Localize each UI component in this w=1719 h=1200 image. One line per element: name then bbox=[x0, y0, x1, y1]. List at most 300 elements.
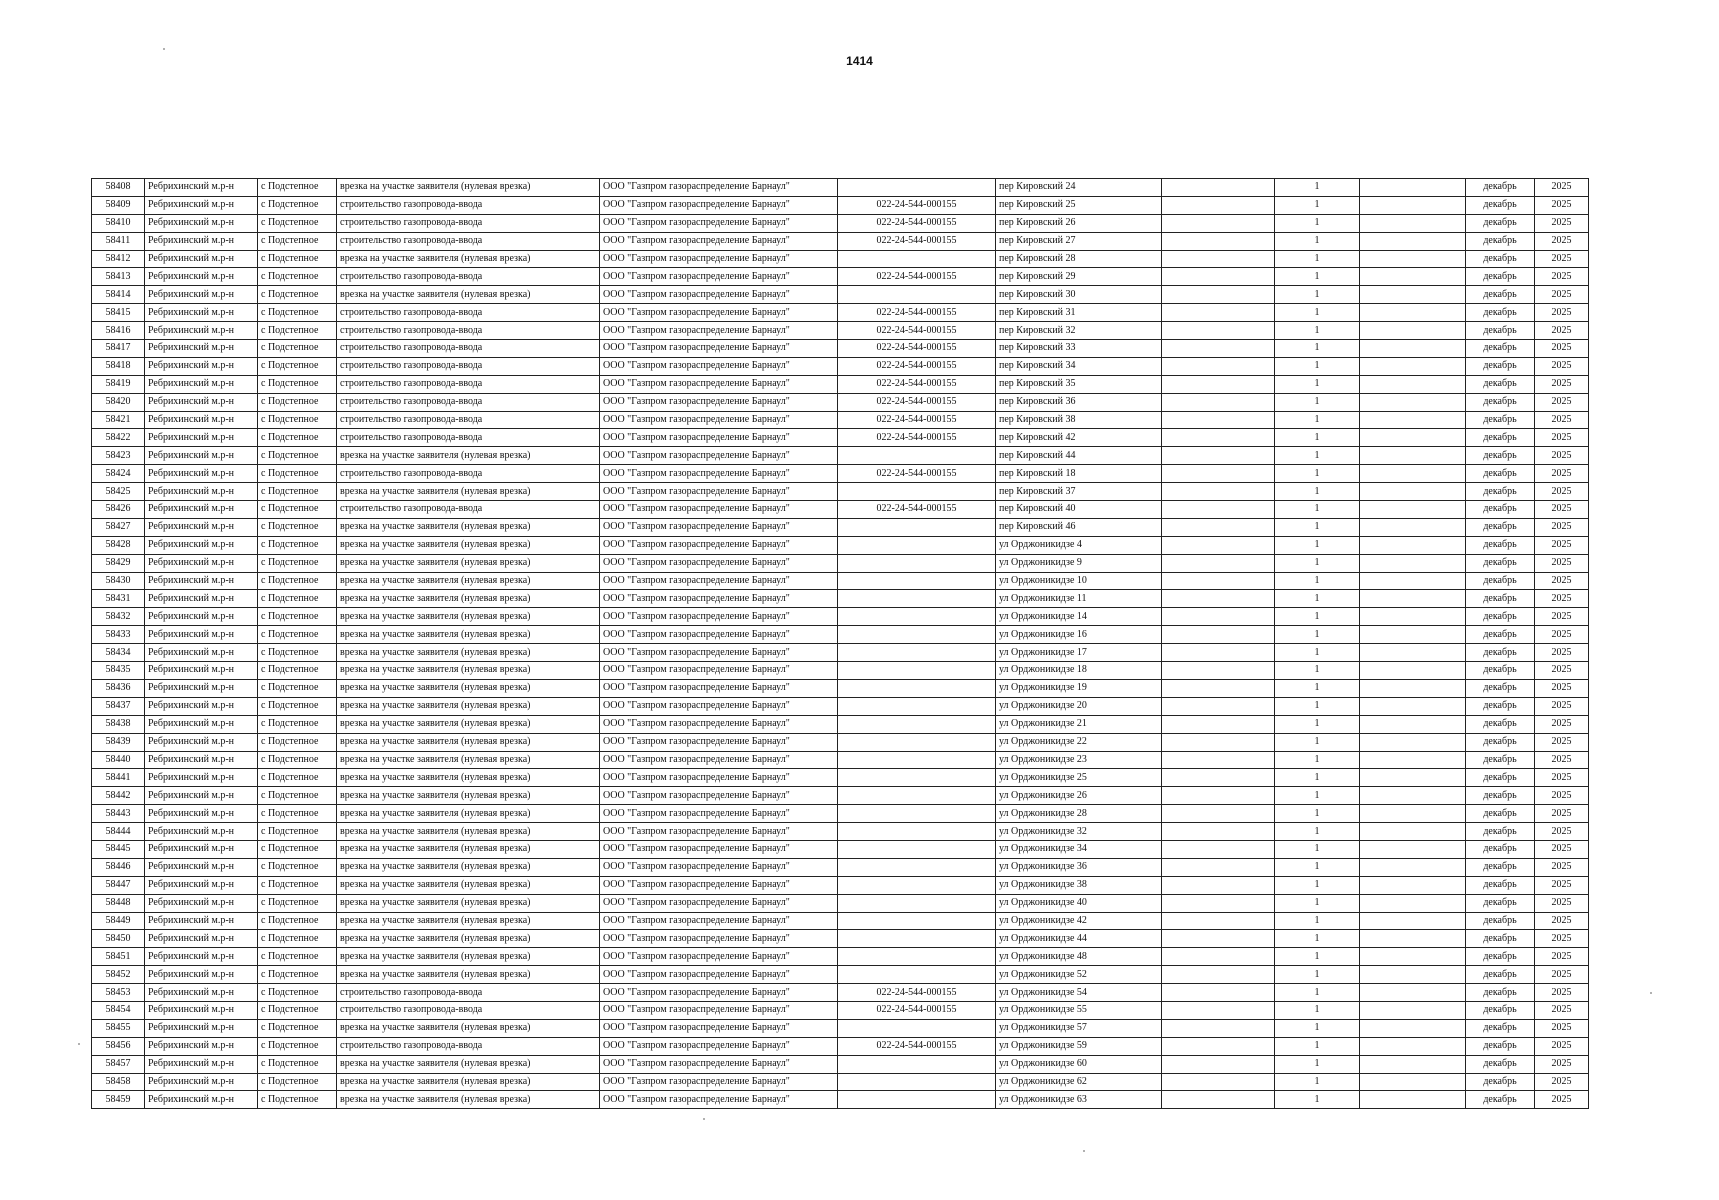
cell-id: 58412 bbox=[92, 250, 145, 268]
cell-empty bbox=[1162, 536, 1275, 554]
cell-settlement: с Подстепное bbox=[258, 1037, 337, 1055]
cell-work-type: врезка на участке заявителя (нулевая врезка) bbox=[337, 805, 600, 823]
cell-id: 58424 bbox=[92, 465, 145, 483]
cell-year: 2025 bbox=[1535, 751, 1589, 769]
cell-work-type: врезка на участке заявителя (нулевая врезка) bbox=[337, 948, 600, 966]
cell-organization: ООО "Газпром газораспределение Барнаул" bbox=[600, 179, 838, 197]
cell-quantity: 1 bbox=[1275, 572, 1360, 590]
cell-empty bbox=[1162, 286, 1275, 304]
cell-address: пер Кировский 31 bbox=[996, 304, 1162, 322]
scan-speck bbox=[703, 1118, 705, 1120]
cell-work-type: врезка на участке заявителя (нулевая врезка) bbox=[337, 894, 600, 912]
cell-empty bbox=[1360, 214, 1466, 232]
cell-empty bbox=[1360, 769, 1466, 787]
cell-quantity: 1 bbox=[1275, 429, 1360, 447]
cell-district: Ребрихинский м.р-н bbox=[145, 858, 258, 876]
cell-empty bbox=[1360, 823, 1466, 841]
cell-code bbox=[838, 608, 996, 626]
cell-id: 58443 bbox=[92, 805, 145, 823]
cell-month: декабрь bbox=[1466, 1037, 1535, 1055]
cell-settlement: с Подстепное bbox=[258, 1001, 337, 1019]
cell-address: пер Кировский 44 bbox=[996, 447, 1162, 465]
cell-district: Ребрихинский м.р-н bbox=[145, 948, 258, 966]
cell-month: декабрь bbox=[1466, 715, 1535, 733]
cell-id: 58425 bbox=[92, 483, 145, 501]
cell-year: 2025 bbox=[1535, 805, 1589, 823]
cell-district: Ребрихинский м.р-н bbox=[145, 644, 258, 662]
cell-address: ул Орджоникидзе 20 bbox=[996, 697, 1162, 715]
table-row bbox=[92, 1091, 1589, 1109]
cell-code bbox=[838, 447, 996, 465]
cell-address: ул Орджоникидзе 21 bbox=[996, 715, 1162, 733]
cell-district: Ребрихинский м.р-н bbox=[145, 250, 258, 268]
cell-code: 022-24-544-000155 bbox=[838, 429, 996, 447]
cell-empty bbox=[1162, 196, 1275, 214]
cell-code bbox=[838, 554, 996, 572]
cell-year: 2025 bbox=[1535, 447, 1589, 465]
cell-code bbox=[838, 626, 996, 644]
cell-quantity: 1 bbox=[1275, 590, 1360, 608]
cell-empty bbox=[1360, 1073, 1466, 1091]
cell-empty bbox=[1360, 304, 1466, 322]
cell-empty bbox=[1360, 662, 1466, 680]
cell-work-type: врезка на участке заявителя (нулевая врезка) bbox=[337, 447, 600, 465]
cell-address: пер Кировский 34 bbox=[996, 357, 1162, 375]
cell-empty bbox=[1162, 232, 1275, 250]
table-row bbox=[92, 429, 1589, 447]
cell-code bbox=[838, 1091, 996, 1109]
cell-empty bbox=[1162, 411, 1275, 429]
cell-quantity: 1 bbox=[1275, 1091, 1360, 1109]
cell-empty bbox=[1162, 858, 1275, 876]
cell-code bbox=[838, 823, 996, 841]
cell-address: пер Кировский 26 bbox=[996, 214, 1162, 232]
cell-work-type: врезка на участке заявителя (нулевая врезка) bbox=[337, 697, 600, 715]
cell-work-type: врезка на участке заявителя (нулевая врезка) bbox=[337, 787, 600, 805]
cell-empty bbox=[1360, 375, 1466, 393]
cell-address: ул Орджоникидзе 38 bbox=[996, 876, 1162, 894]
cell-id: 58423 bbox=[92, 447, 145, 465]
cell-code bbox=[838, 733, 996, 751]
cell-empty bbox=[1162, 429, 1275, 447]
cell-quantity: 1 bbox=[1275, 876, 1360, 894]
cell-work-type: врезка на участке заявителя (нулевая врезка) bbox=[337, 554, 600, 572]
cell-work-type: врезка на участке заявителя (нулевая врезка) bbox=[337, 1091, 600, 1109]
cell-month: декабрь bbox=[1466, 608, 1535, 626]
cell-empty bbox=[1360, 858, 1466, 876]
cell-year: 2025 bbox=[1535, 393, 1589, 411]
cell-empty bbox=[1360, 340, 1466, 358]
cell-settlement: с Подстепное bbox=[258, 411, 337, 429]
cell-empty bbox=[1360, 286, 1466, 304]
cell-empty bbox=[1162, 715, 1275, 733]
cell-month: декабрь bbox=[1466, 1001, 1535, 1019]
cell-address: ул Орджоникидзе 17 bbox=[996, 644, 1162, 662]
table-row bbox=[92, 787, 1589, 805]
cell-organization: ООО "Газпром газораспределение Барнаул" bbox=[600, 733, 838, 751]
cell-quantity: 1 bbox=[1275, 483, 1360, 501]
cell-quantity: 1 bbox=[1275, 411, 1360, 429]
cell-empty bbox=[1360, 411, 1466, 429]
table-row bbox=[92, 1019, 1589, 1037]
cell-year: 2025 bbox=[1535, 286, 1589, 304]
cell-id: 58437 bbox=[92, 697, 145, 715]
cell-id: 58440 bbox=[92, 751, 145, 769]
cell-id: 58448 bbox=[92, 894, 145, 912]
cell-code bbox=[838, 876, 996, 894]
cell-empty bbox=[1162, 1019, 1275, 1037]
cell-year: 2025 bbox=[1535, 769, 1589, 787]
cell-year: 2025 bbox=[1535, 1019, 1589, 1037]
cell-empty bbox=[1162, 751, 1275, 769]
cell-quantity: 1 bbox=[1275, 662, 1360, 680]
cell-address: ул Орджоникидзе 18 bbox=[996, 662, 1162, 680]
cell-quantity: 1 bbox=[1275, 268, 1360, 286]
cell-settlement: с Подстепное bbox=[258, 733, 337, 751]
cell-organization: ООО "Газпром газораспределение Барнаул" bbox=[600, 393, 838, 411]
cell-empty bbox=[1162, 823, 1275, 841]
cell-address: ул Орджоникидзе 48 bbox=[996, 948, 1162, 966]
cell-address: ул Орджоникидзе 16 bbox=[996, 626, 1162, 644]
cell-organization: ООО "Газпром газораспределение Барнаул" bbox=[600, 823, 838, 841]
cell-district: Ребрихинский м.р-н bbox=[145, 179, 258, 197]
cell-organization: ООО "Газпром газораспределение Барнаул" bbox=[600, 250, 838, 268]
table-row bbox=[92, 858, 1589, 876]
table-row bbox=[92, 894, 1589, 912]
cell-work-type: строительство газопровода-ввода bbox=[337, 1001, 600, 1019]
cell-work-type: врезка на участке заявителя (нулевая врезка) bbox=[337, 590, 600, 608]
cell-id: 58434 bbox=[92, 644, 145, 662]
cell-id: 58453 bbox=[92, 984, 145, 1002]
cell-empty bbox=[1162, 840, 1275, 858]
cell-settlement: с Подстепное bbox=[258, 375, 337, 393]
cell-id: 58446 bbox=[92, 858, 145, 876]
cell-empty bbox=[1162, 268, 1275, 286]
cell-id: 58454 bbox=[92, 1001, 145, 1019]
table-row bbox=[92, 447, 1589, 465]
cell-empty bbox=[1162, 876, 1275, 894]
scan-speck bbox=[1083, 1150, 1085, 1152]
cell-work-type: врезка на участке заявителя (нулевая врезка) bbox=[337, 733, 600, 751]
cell-year: 2025 bbox=[1535, 608, 1589, 626]
cell-address: ул Орджоникидзе 57 bbox=[996, 1019, 1162, 1037]
cell-work-type: строительство газопровода-ввода bbox=[337, 340, 600, 358]
cell-empty bbox=[1162, 662, 1275, 680]
cell-organization: ООО "Газпром газораспределение Барнаул" bbox=[600, 662, 838, 680]
cell-empty bbox=[1162, 179, 1275, 197]
cell-empty bbox=[1360, 697, 1466, 715]
cell-id: 58436 bbox=[92, 679, 145, 697]
page-number: 1414 bbox=[846, 54, 873, 68]
cell-empty bbox=[1360, 518, 1466, 536]
cell-month: декабрь bbox=[1466, 357, 1535, 375]
cell-settlement: с Подстепное bbox=[258, 769, 337, 787]
cell-id: 58416 bbox=[92, 322, 145, 340]
cell-id: 58419 bbox=[92, 375, 145, 393]
cell-month: декабрь bbox=[1466, 340, 1535, 358]
cell-year: 2025 bbox=[1535, 626, 1589, 644]
cell-address: ул Орджоникидзе 25 bbox=[996, 769, 1162, 787]
cell-quantity: 1 bbox=[1275, 214, 1360, 232]
cell-code bbox=[838, 930, 996, 948]
cell-empty bbox=[1162, 733, 1275, 751]
cell-address: пер Кировский 18 bbox=[996, 465, 1162, 483]
cell-id: 58430 bbox=[92, 572, 145, 590]
cell-month: декабрь bbox=[1466, 232, 1535, 250]
cell-address: пер Кировский 38 bbox=[996, 411, 1162, 429]
cell-quantity: 1 bbox=[1275, 751, 1360, 769]
cell-district: Ребрихинский м.р-н bbox=[145, 465, 258, 483]
cell-settlement: с Подстепное bbox=[258, 429, 337, 447]
cell-month: декабрь bbox=[1466, 286, 1535, 304]
cell-organization: ООО "Газпром газораспределение Барнаул" bbox=[600, 1019, 838, 1037]
cell-empty bbox=[1162, 375, 1275, 393]
cell-address: пер Кировский 42 bbox=[996, 429, 1162, 447]
table-row bbox=[92, 286, 1589, 304]
cell-organization: ООО "Газпром газораспределение Барнаул" bbox=[600, 715, 838, 733]
cell-organization: ООО "Газпром газораспределение Барнаул" bbox=[600, 196, 838, 214]
cell-month: декабрь bbox=[1466, 411, 1535, 429]
cell-empty bbox=[1162, 393, 1275, 411]
cell-id: 58420 bbox=[92, 393, 145, 411]
cell-quantity: 1 bbox=[1275, 912, 1360, 930]
cell-year: 2025 bbox=[1535, 232, 1589, 250]
cell-settlement: с Подстепное bbox=[258, 572, 337, 590]
cell-district: Ребрихинский м.р-н bbox=[145, 733, 258, 751]
cell-quantity: 1 bbox=[1275, 930, 1360, 948]
cell-code bbox=[838, 805, 996, 823]
cell-address: ул Орджоникидзе 22 bbox=[996, 733, 1162, 751]
table-row bbox=[92, 357, 1589, 375]
cell-month: декабрь bbox=[1466, 304, 1535, 322]
cell-work-type: врезка на участке заявителя (нулевая врезка) bbox=[337, 715, 600, 733]
cell-empty bbox=[1360, 876, 1466, 894]
cell-quantity: 1 bbox=[1275, 805, 1360, 823]
cell-quantity: 1 bbox=[1275, 1001, 1360, 1019]
cell-work-type: строительство газопровода-ввода bbox=[337, 465, 600, 483]
cell-work-type: врезка на участке заявителя (нулевая врезка) bbox=[337, 286, 600, 304]
cell-empty bbox=[1162, 572, 1275, 590]
cell-empty bbox=[1360, 250, 1466, 268]
cell-work-type: врезка на участке заявителя (нулевая врезка) bbox=[337, 751, 600, 769]
cell-month: декабрь bbox=[1466, 787, 1535, 805]
cell-quantity: 1 bbox=[1275, 715, 1360, 733]
cell-address: ул Орджоникидзе 19 bbox=[996, 679, 1162, 697]
cell-settlement: с Подстепное bbox=[258, 590, 337, 608]
cell-settlement: с Подстепное bbox=[258, 536, 337, 554]
cell-organization: ООО "Газпром газораспределение Барнаул" bbox=[600, 644, 838, 662]
cell-empty bbox=[1162, 912, 1275, 930]
cell-year: 2025 bbox=[1535, 501, 1589, 519]
cell-year: 2025 bbox=[1535, 590, 1589, 608]
cell-month: декабрь bbox=[1466, 679, 1535, 697]
table-row bbox=[92, 268, 1589, 286]
cell-work-type: строительство газопровода-ввода bbox=[337, 214, 600, 232]
cell-month: декабрь bbox=[1466, 858, 1535, 876]
cell-code bbox=[838, 572, 996, 590]
cell-empty bbox=[1162, 1037, 1275, 1055]
cell-organization: ООО "Газпром газораспределение Барнаул" bbox=[600, 876, 838, 894]
cell-address: пер Кировский 29 bbox=[996, 268, 1162, 286]
cell-quantity: 1 bbox=[1275, 966, 1360, 984]
cell-settlement: с Подстепное bbox=[258, 876, 337, 894]
cell-address: пер Кировский 33 bbox=[996, 340, 1162, 358]
cell-id: 58455 bbox=[92, 1019, 145, 1037]
cell-address: пер Кировский 32 bbox=[996, 322, 1162, 340]
cell-empty bbox=[1162, 322, 1275, 340]
table-row bbox=[92, 518, 1589, 536]
cell-id: 58457 bbox=[92, 1055, 145, 1073]
cell-empty bbox=[1360, 608, 1466, 626]
cell-month: декабрь bbox=[1466, 179, 1535, 197]
cell-address: ул Орджоникидзе 23 bbox=[996, 751, 1162, 769]
cell-district: Ребрихинский м.р-н bbox=[145, 823, 258, 841]
cell-code bbox=[838, 662, 996, 680]
table-row bbox=[92, 214, 1589, 232]
cell-code bbox=[838, 1019, 996, 1037]
cell-month: декабрь bbox=[1466, 250, 1535, 268]
cell-organization: ООО "Газпром газораспределение Барнаул" bbox=[600, 1091, 838, 1109]
cell-organization: ООО "Газпром газораспределение Барнаул" bbox=[600, 1001, 838, 1019]
table-row bbox=[92, 465, 1589, 483]
cell-empty bbox=[1162, 447, 1275, 465]
cell-empty bbox=[1360, 1055, 1466, 1073]
cell-empty bbox=[1162, 483, 1275, 501]
cell-month: декабрь bbox=[1466, 894, 1535, 912]
cell-empty bbox=[1162, 679, 1275, 697]
cell-month: декабрь bbox=[1466, 375, 1535, 393]
cell-organization: ООО "Газпром газораспределение Барнаул" bbox=[600, 572, 838, 590]
cell-month: декабрь bbox=[1466, 536, 1535, 554]
cell-id: 58452 bbox=[92, 966, 145, 984]
cell-month: декабрь bbox=[1466, 1019, 1535, 1037]
cell-empty bbox=[1360, 733, 1466, 751]
cell-year: 2025 bbox=[1535, 250, 1589, 268]
cell-month: декабрь bbox=[1466, 465, 1535, 483]
table-row bbox=[92, 697, 1589, 715]
cell-settlement: с Подстепное bbox=[258, 715, 337, 733]
cell-organization: ООО "Газпром газораспределение Барнаул" bbox=[600, 626, 838, 644]
cell-code bbox=[838, 536, 996, 554]
cell-organization: ООО "Газпром газораспределение Барнаул" bbox=[600, 966, 838, 984]
cell-district: Ребрихинский м.р-н bbox=[145, 751, 258, 769]
cell-code bbox=[838, 483, 996, 501]
cell-organization: ООО "Газпром газораспределение Барнаул" bbox=[600, 769, 838, 787]
cell-work-type: врезка на участке заявителя (нулевая врезка) bbox=[337, 1055, 600, 1073]
table-row bbox=[92, 322, 1589, 340]
cell-address: пер Кировский 46 bbox=[996, 518, 1162, 536]
cell-district: Ребрихинский м.р-н bbox=[145, 876, 258, 894]
cell-address: ул Орджоникидзе 28 bbox=[996, 805, 1162, 823]
cell-organization: ООО "Газпром газораспределение Барнаул" bbox=[600, 1073, 838, 1091]
cell-code bbox=[838, 840, 996, 858]
cell-empty bbox=[1162, 1001, 1275, 1019]
cell-empty bbox=[1360, 751, 1466, 769]
cell-district: Ребрихинский м.р-н bbox=[145, 626, 258, 644]
cell-year: 2025 bbox=[1535, 196, 1589, 214]
cell-id: 58426 bbox=[92, 501, 145, 519]
cell-district: Ребрихинский м.р-н bbox=[145, 662, 258, 680]
cell-empty bbox=[1360, 787, 1466, 805]
cell-year: 2025 bbox=[1535, 465, 1589, 483]
table-row bbox=[92, 393, 1589, 411]
cell-empty bbox=[1162, 769, 1275, 787]
cell-settlement: с Подстепное bbox=[258, 483, 337, 501]
cell-address: пер Кировский 37 bbox=[996, 483, 1162, 501]
cell-code bbox=[838, 644, 996, 662]
cell-code bbox=[838, 751, 996, 769]
cell-settlement: с Подстепное bbox=[258, 948, 337, 966]
cell-id: 58438 bbox=[92, 715, 145, 733]
cell-empty bbox=[1360, 1037, 1466, 1055]
cell-id: 58409 bbox=[92, 196, 145, 214]
cell-work-type: врезка на участке заявителя (нулевая врезка) bbox=[337, 662, 600, 680]
cell-settlement: с Подстепное bbox=[258, 268, 337, 286]
cell-work-type: строительство газопровода-ввода bbox=[337, 429, 600, 447]
cell-code: 022-24-544-000155 bbox=[838, 411, 996, 429]
cell-code bbox=[838, 912, 996, 930]
table-row bbox=[92, 1001, 1589, 1019]
cell-settlement: с Подстепное bbox=[258, 232, 337, 250]
table-row bbox=[92, 1037, 1589, 1055]
cell-id: 58413 bbox=[92, 268, 145, 286]
table-row bbox=[92, 733, 1589, 751]
cell-code bbox=[838, 1073, 996, 1091]
cell-organization: ООО "Газпром газораспределение Барнаул" bbox=[600, 984, 838, 1002]
cell-address: ул Орджоникидзе 44 bbox=[996, 930, 1162, 948]
cell-quantity: 1 bbox=[1275, 679, 1360, 697]
cell-year: 2025 bbox=[1535, 966, 1589, 984]
table-row bbox=[92, 304, 1589, 322]
cell-organization: ООО "Газпром газораспределение Барнаул" bbox=[600, 501, 838, 519]
cell-work-type: строительство газопровода-ввода bbox=[337, 501, 600, 519]
cell-address: пер Кировский 28 bbox=[996, 250, 1162, 268]
cell-organization: ООО "Газпром газораспределение Барнаул" bbox=[600, 1055, 838, 1073]
cell-organization: ООО "Газпром газораспределение Барнаул" bbox=[600, 536, 838, 554]
cell-organization: ООО "Газпром газораспределение Барнаул" bbox=[600, 1037, 838, 1055]
cell-year: 2025 bbox=[1535, 894, 1589, 912]
cell-code bbox=[838, 894, 996, 912]
cell-quantity: 1 bbox=[1275, 518, 1360, 536]
cell-month: декабрь bbox=[1466, 876, 1535, 894]
cell-empty bbox=[1360, 948, 1466, 966]
cell-year: 2025 bbox=[1535, 304, 1589, 322]
cell-empty bbox=[1360, 626, 1466, 644]
cell-work-type: врезка на участке заявителя (нулевая врезка) bbox=[337, 1073, 600, 1091]
cell-quantity: 1 bbox=[1275, 179, 1360, 197]
cell-quantity: 1 bbox=[1275, 787, 1360, 805]
cell-year: 2025 bbox=[1535, 1001, 1589, 1019]
cell-code: 022-24-544-000155 bbox=[838, 1037, 996, 1055]
cell-district: Ребрихинский м.р-н bbox=[145, 322, 258, 340]
cell-empty bbox=[1360, 322, 1466, 340]
cell-month: декабрь bbox=[1466, 501, 1535, 519]
cell-code bbox=[838, 769, 996, 787]
cell-year: 2025 bbox=[1535, 662, 1589, 680]
cell-address: ул Орджоникидзе 9 bbox=[996, 554, 1162, 572]
cell-id: 58444 bbox=[92, 823, 145, 841]
cell-district: Ребрихинский м.р-н bbox=[145, 966, 258, 984]
cell-settlement: с Подстепное bbox=[258, 1073, 337, 1091]
cell-empty bbox=[1162, 554, 1275, 572]
cell-quantity: 1 bbox=[1275, 286, 1360, 304]
cell-code: 022-24-544-000155 bbox=[838, 304, 996, 322]
cell-id: 58408 bbox=[92, 179, 145, 197]
table-row bbox=[92, 876, 1589, 894]
cell-work-type: врезка на участке заявителя (нулевая врезка) bbox=[337, 930, 600, 948]
cell-work-type: врезка на участке заявителя (нулевая врезка) bbox=[337, 912, 600, 930]
cell-year: 2025 bbox=[1535, 930, 1589, 948]
